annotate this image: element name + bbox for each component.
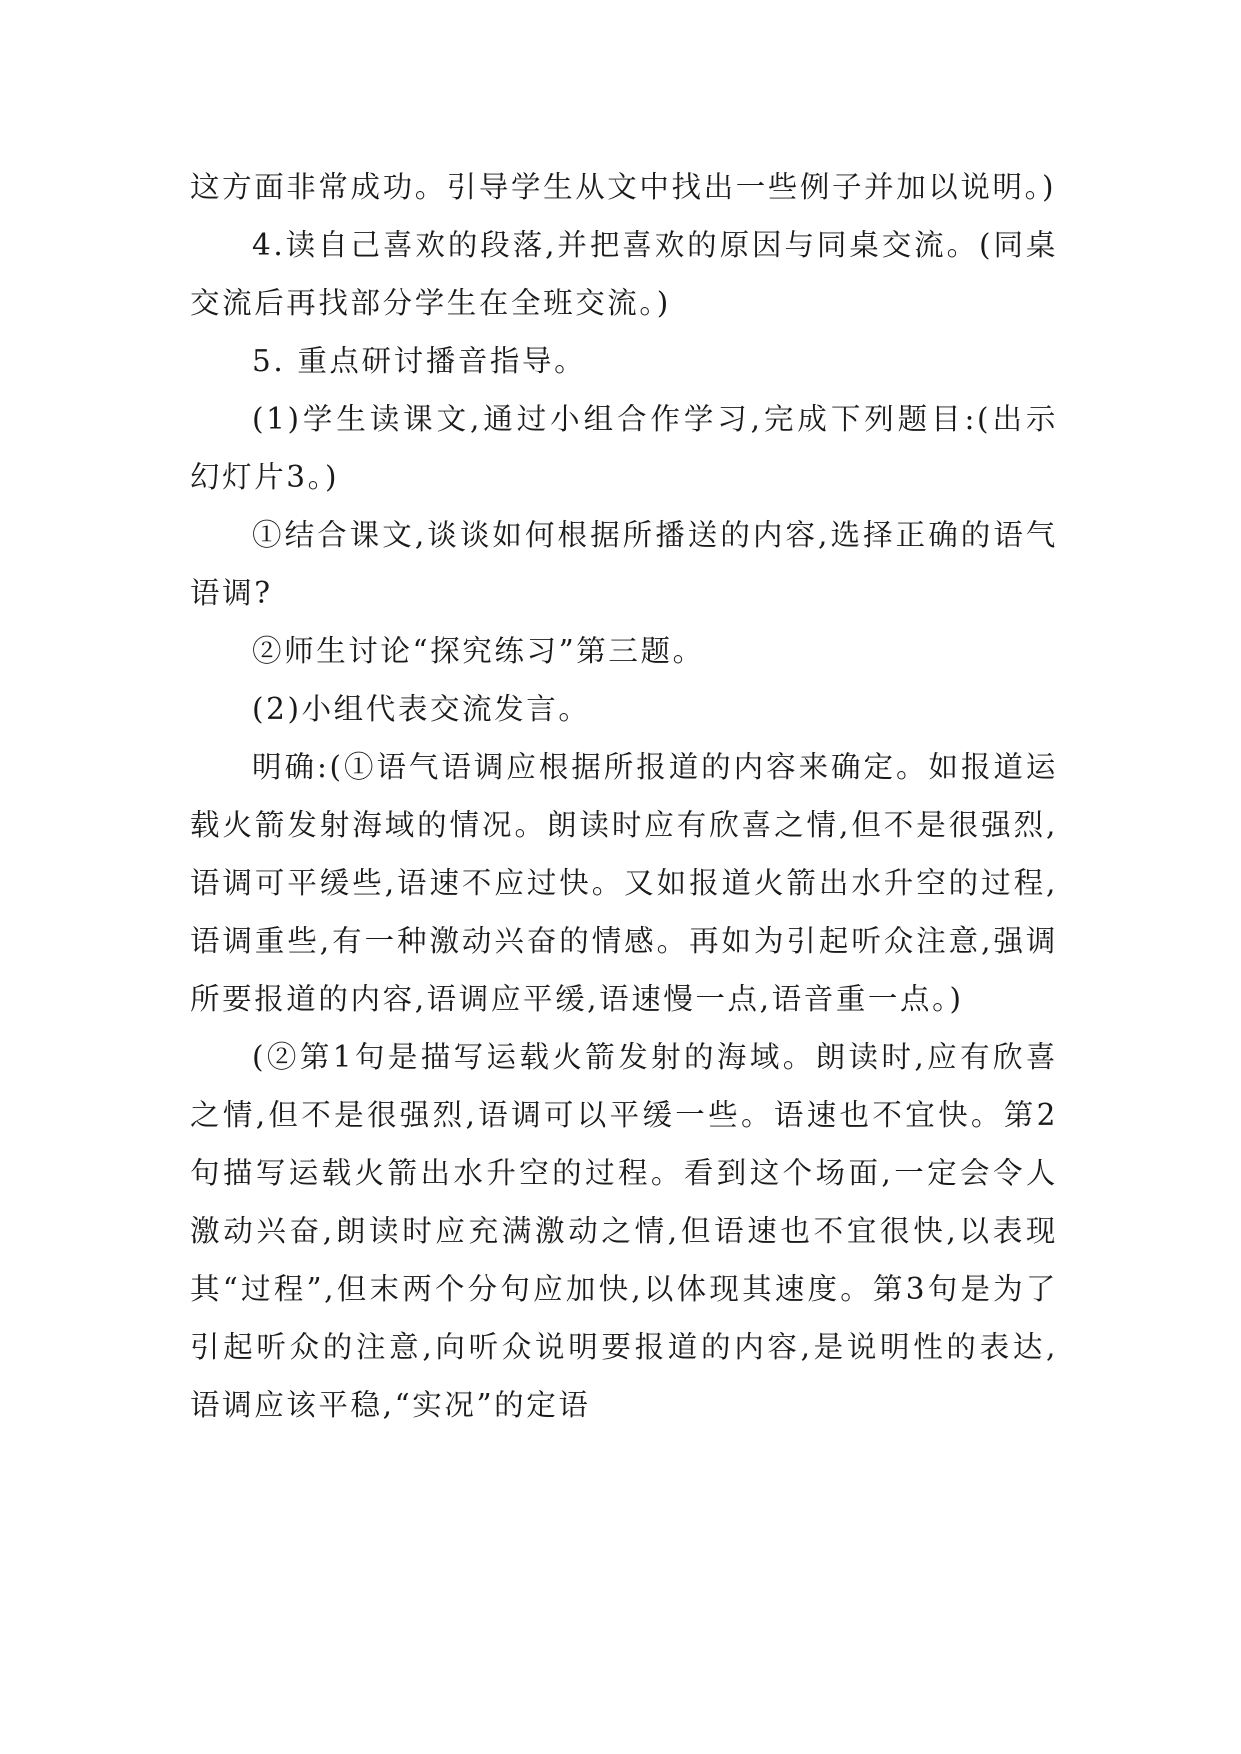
paragraph-2: 4.读自己喜欢的段落,并把喜欢的原因与同桌交流。(同桌交流后再找部分学生在全班交流。) <box>190 228 1058 320</box>
paragraph-9: (②第1句是描写运载火箭发射的海域。朗读时,应有欣喜之情,但不是很强烈,语调可以平缓一些。语速也不宜快。第2句描写运载火箭出水升空的过程。看到这个场面,一定会令人激动兴奋,朗读时应充满激动之情,但语速也不宜很快,以表现其“过程”,但末两个分句应加快,以体现其速度。第3句是为了引起听众的注意,向听众说明要报道的内容,是说明性的表达,语调应该平稳,“实况”的定语 <box>190 1040 1058 1422</box>
paragraph-4: (1)学生读课文,通过小组合作学习,完成下列题目:(出示幻灯片3。) <box>190 402 1058 494</box>
paragraph-7: (2)小组代表交流发言。 <box>252 692 591 726</box>
paragraph-5: ①结合课文,谈谈如何根据所播送的内容,选择正确的语气语调? <box>190 518 1058 610</box>
paragraph-8: 明确:(①语气语调应根据所报道的内容来确定。如报道运载火箭发射海域的情况。朗读时应有欣喜之情,但不是很强烈,语调可平缓些,语速不应过快。又如报道火箭出水升空的过程,语调重些,有一种激动兴奋的情感。再如为引起听众注意,强调所要报道的内容,语调应平缓,语速慢一点,语音重一点。) <box>190 750 1058 1016</box>
paragraph-3: 5. 重点研讨播音指导。 <box>252 344 587 378</box>
paragraph-1: 这方面非常成功。引导学生从文中找出一些例子并加以说明。) <box>190 170 1057 204</box>
paragraph-6: ②师生讨论“探究练习”第三题。 <box>252 634 705 668</box>
document-body <box>190 158 1058 1434</box>
